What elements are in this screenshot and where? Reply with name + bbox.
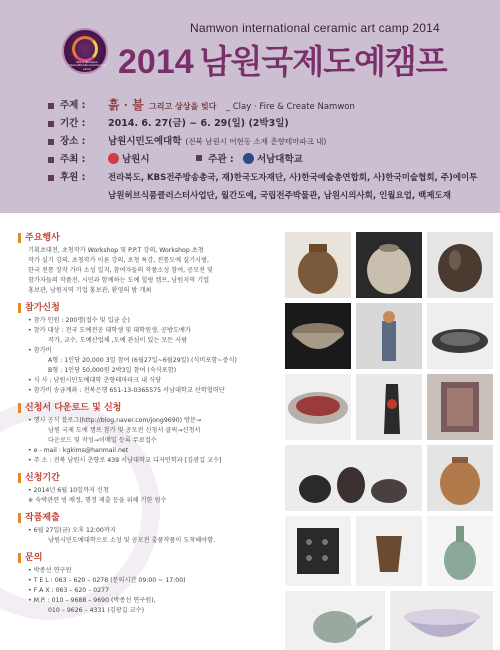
bullet-square-icon	[48, 139, 54, 145]
bullet-square-icon	[48, 121, 54, 127]
apply-line: • 참가 대상 : 전국 도예전공 대학생 및 대학원생, 공방도예가	[28, 327, 191, 334]
download-line: 남원 국제 도예 캠프 참가 및 공모전 신청서 클릭→신청서	[48, 427, 201, 434]
organizer-value: 서남대학교	[256, 154, 303, 165]
theme-calligraphy-sub: 그리고 상상을 빚다	[149, 101, 217, 111]
section-bar-icon	[18, 513, 21, 523]
period-row	[48, 116, 488, 134]
section-bar-icon	[18, 303, 21, 313]
ceramic-box-photo	[285, 516, 351, 586]
namwon-city-icon	[108, 153, 119, 164]
host-label: 주최 :	[60, 154, 86, 165]
main-event-line: 작가 실기 강의, 초청작가 이론 강의, 초청 특강, 전통도예 실기시범,	[28, 257, 209, 264]
section-contact	[18, 552, 278, 616]
ceramic-jar-photo-2	[427, 445, 493, 511]
section-title: 참가신청	[25, 303, 60, 313]
title-korean: 남원국제도예캠프	[199, 42, 447, 81]
ceramic-teapot-photo	[285, 591, 385, 650]
place-row	[48, 134, 488, 152]
section-bar-icon	[18, 553, 21, 563]
support-label: 후원 :	[60, 172, 86, 183]
main-event-line: 한국 전통 장작 가마 소성 일지, 참여자들의 작품소성 참여, 공모전 및	[28, 267, 213, 274]
ceramic-panel-photo	[427, 374, 493, 440]
support-row	[48, 170, 488, 188]
section-title: 신청기간	[25, 473, 60, 483]
logo-ring-icon	[72, 36, 98, 62]
celadon-vase-photo	[427, 516, 493, 586]
section-period	[18, 472, 278, 506]
host-value: 남원시	[122, 154, 150, 165]
contact-line: 010 – 9626 – 4331 (김광길 교수)	[48, 607, 145, 614]
seonam-university-icon	[243, 153, 254, 164]
address-line: • 주 소 : 전북 남원시 춘향로 439 서남대학교 디자인학과 [김광길 교수]	[28, 457, 222, 464]
contact-line: • T E L : 063 – 620 – 0278 (문의시간 09:00 ~ 17:00)	[28, 577, 186, 584]
main-event-line: 홍보관, 남원지역 기업 홍보관, 환영의 밤 개최	[28, 287, 152, 294]
theme-calligraphy: 흙 · 불	[108, 98, 144, 112]
main-title	[118, 36, 447, 83]
email-line: • e - mail : kgkims@hanmail.net	[28, 447, 129, 454]
place-value: 남원시민도예대학	[108, 136, 182, 147]
section-title: 신청서 다운로드 및 신청	[25, 403, 122, 413]
apply-line: • 참가 인원 : 200명(접수 및 입금 순)	[28, 317, 130, 324]
support-line-2: 남원허브식품클러스터사업단, 월간도예, 국립전주박물관, 남원시의사회, 인월요업, 백제도재	[108, 191, 451, 201]
ceramic-plate-photo	[427, 303, 493, 369]
theme-label: 주제 :	[60, 100, 86, 111]
main-event-line: 기획초대전, 초청작가 Workshop 및 P.P.T 강의, Workshop 초청	[28, 247, 204, 254]
english-title: Namwon international ceramic art camp 2014	[190, 21, 440, 35]
bullet-square-icon	[196, 155, 202, 161]
bullet-square-icon	[48, 157, 54, 163]
contest-line: • 6월 27일(금) 오후 12:00까지	[28, 527, 116, 534]
download-line: 다운로드 및 작성→이메일 등록 무료접수	[48, 437, 157, 444]
ceramic-set-photo	[285, 445, 422, 511]
contest-line: 남원시민도예대학으로 소성 및 공모전 출품작품이 도착해야함.	[48, 537, 216, 544]
ceramic-bowl-photo-2	[390, 591, 493, 650]
section-title: 작품제출	[25, 513, 60, 523]
download-line: • 행사 공식 블로그(http://blog.naver.com/jong9690) 방문→	[28, 417, 202, 424]
period-value: 2014. 6. 27(금) ~ 6. 29(일) (2박3일)	[108, 118, 289, 129]
bullet-square-icon	[48, 175, 54, 181]
details-column	[18, 232, 278, 622]
ceramic-platter-photo	[285, 374, 351, 440]
main-event-line: 참가자들의 작품전, 시민과 함께하는 도예 힐링 캠프, 남원지역 기업	[28, 277, 210, 284]
period-line: • 2014년 6월 10일까지 신청	[28, 487, 109, 494]
period-label: 기간 :	[60, 118, 86, 129]
section-contest	[18, 512, 278, 546]
place-label: 장소 :	[60, 136, 86, 147]
ceramic-figure-photo	[356, 303, 422, 369]
ceramic-cup-photo	[356, 516, 422, 586]
contact-line: • M.P. : 010 – 9688 – 9690 (박종선 연구원),	[28, 597, 156, 604]
section-bar-icon	[18, 473, 21, 483]
ceramic-jar-photo	[356, 232, 422, 298]
apply-line: • 식 사 : 남원시민도예대학 춘향테마파크 내 식당	[28, 377, 162, 384]
title-year: 2014	[118, 43, 194, 81]
apply-line: • 참가비	[28, 347, 52, 354]
header-band	[0, 0, 500, 213]
apply-line: 작가, 교수, 도예산업체 ,도예 관심이 있는 모든 사람	[48, 337, 188, 344]
apply-line: • 참가비 송금계좌 : 전북은행 651-13-0365575 서남대학교 산학협력단	[28, 387, 225, 394]
section-title: 주요행사	[25, 233, 60, 243]
section-apply	[18, 302, 278, 396]
logo-text: 2014 Namwon international ceramic art camp	[68, 60, 106, 71]
camp-logo	[62, 28, 108, 74]
apply-line: B형 : 1인당 50,000원 2박3일 참여 (숙식포함)	[48, 367, 177, 374]
contact-line: • 박종선 연구원	[28, 567, 72, 574]
section-download	[18, 402, 278, 466]
bullet-square-icon	[48, 103, 54, 109]
ceramic-bowl-photo	[285, 303, 351, 369]
section-bar-icon	[18, 403, 21, 413]
period-line: ※ 숙박관련 빙 배정, 행정 제출 등을 위해 기한 엄수	[28, 497, 167, 504]
ceramic-vase-photo	[285, 232, 351, 298]
place-detail: (전북 남원시 어현동 소재 춘향테마파크 내)	[185, 137, 327, 146]
theme-row	[48, 98, 488, 116]
contact-line: • F A X : 063 – 620 – 0277	[28, 587, 110, 594]
section-main-event	[18, 232, 278, 296]
theme-english: _ Clay · Fire & Create Namwon	[225, 102, 355, 112]
section-title: 문의	[25, 553, 43, 563]
event-info	[48, 98, 488, 205]
host-row	[48, 152, 488, 170]
ceramic-sculpture-photo	[356, 374, 422, 440]
ceramic-pot-photo	[427, 232, 493, 298]
section-bar-icon	[18, 233, 21, 243]
support-line-1: 전라북도, KBS전주방송총국, 재)한국도자재단, 사)한국예술총연합회, 사)한국미술협회, 주)에이투	[108, 173, 478, 183]
organizer-label: 주관 :	[208, 154, 234, 165]
apply-line: A형 : 1인당 20,000 3일 참여 (6월27일~6월29일) (식비포함~중식)	[48, 357, 237, 364]
